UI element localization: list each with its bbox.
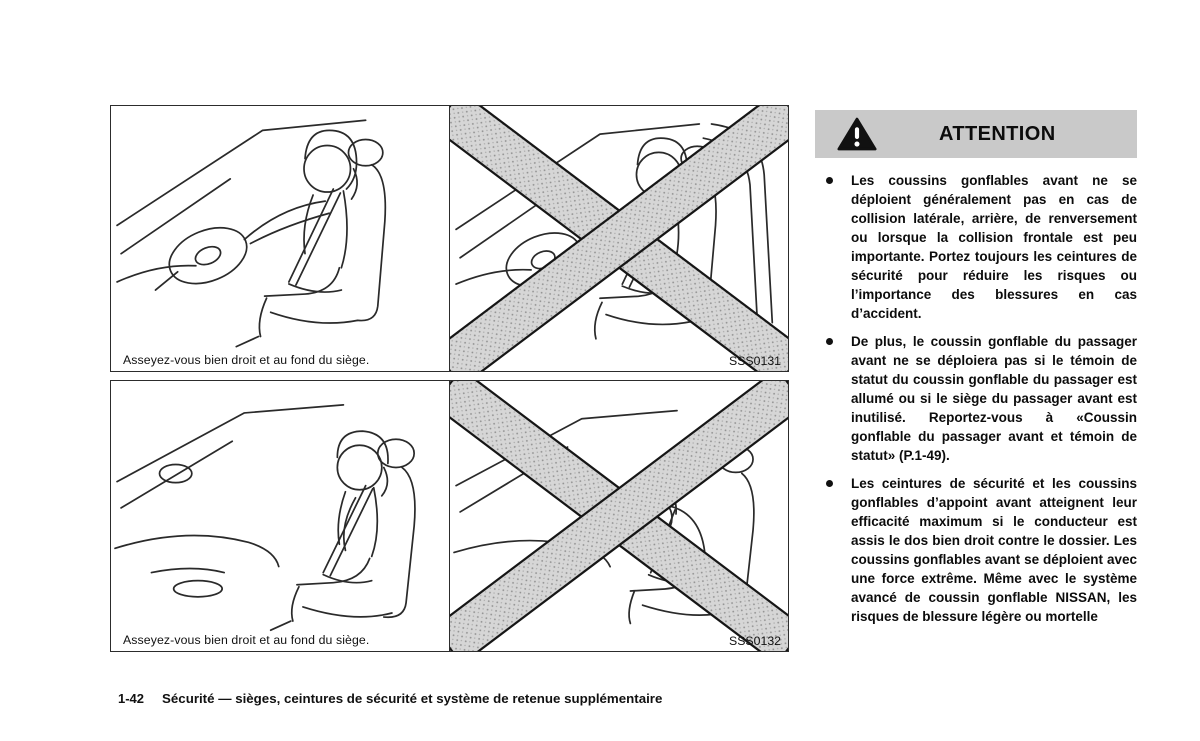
attention-box [815,110,1137,635]
attention-title: ATTENTION [939,122,1056,145]
correct-posture-panel [111,381,450,651]
warning-bullet-list [815,171,1137,626]
figure-seating-passenger [110,380,789,652]
figure-code: SSS0131 [729,354,781,368]
page-footer [118,691,662,706]
warning-bullet-text: Les coussins gonflables avant ne se déploient généralement pas en cas de collision latérale, arrière, de renversement ou lorsque la collision frontale est peu importante. Portez toujours les ceintures de sécurité pour réduire les risques ou l’importance des blessures en cas d’accident. [851,173,1137,321]
bullet-dot-icon [826,338,833,345]
seated-figure-sketch [271,431,388,630]
driver-correct-illustration [111,106,449,371]
warning-bullet-text: Les ceintures de sécurité et les coussins gonflables d’appoint avant atteignent leur efficacité maximum si le conducteur est assis le dos bien droit contre le dossier. Les coussins gonflables avant se déploient avec une force extrême. Même avec le système avancé de coussin gonflable NISSAN, les risques de blessure légère ou mortelle [851,476,1137,624]
bullet-dot-icon [826,480,833,487]
footer-title: Sécurité — sièges, ceintures de sécurité et système de retenue supplémentaire [162,691,663,706]
prohibition-cross-icon [450,106,789,371]
warning-bullet [815,474,1137,626]
incorrect-posture-panel [450,381,789,651]
attention-header [815,110,1137,158]
bullet-dot-icon [826,177,833,184]
passenger-incorrect-illustration [450,381,789,651]
car-interior-sketch [115,405,415,617]
prohibition-cross-icon [450,381,789,651]
warning-triangle-icon [837,117,877,152]
page-number: 1-42 [118,691,145,706]
figure-code: SSS0132 [729,634,781,648]
incorrect-posture-panel [450,106,789,371]
figure-caption: Asseyez-vous bien droit et au fond du siège. [123,353,370,367]
car-interior-sketch [117,120,385,323]
warning-bullet-text: De plus, le coussin gonflable du passager avant ne se déploiera pas si le témoin de statut du coussin gonflable du passager est allumé ou si le siège du passager avant est inutilisé. Reportez-vous à «Coussin gonflable du passager avant et témoin de statut» (P.1-49). [851,334,1137,463]
passenger-correct-illustration [111,381,449,651]
warning-bullet [815,332,1137,465]
figure-seating-driver [110,105,789,372]
seated-figure-sketch [236,130,357,346]
warning-bullet [815,171,1137,323]
driver-incorrect-illustration [450,106,789,371]
figure-caption: Asseyez-vous bien droit et au fond du siège. [123,633,370,647]
correct-posture-panel [111,106,450,371]
